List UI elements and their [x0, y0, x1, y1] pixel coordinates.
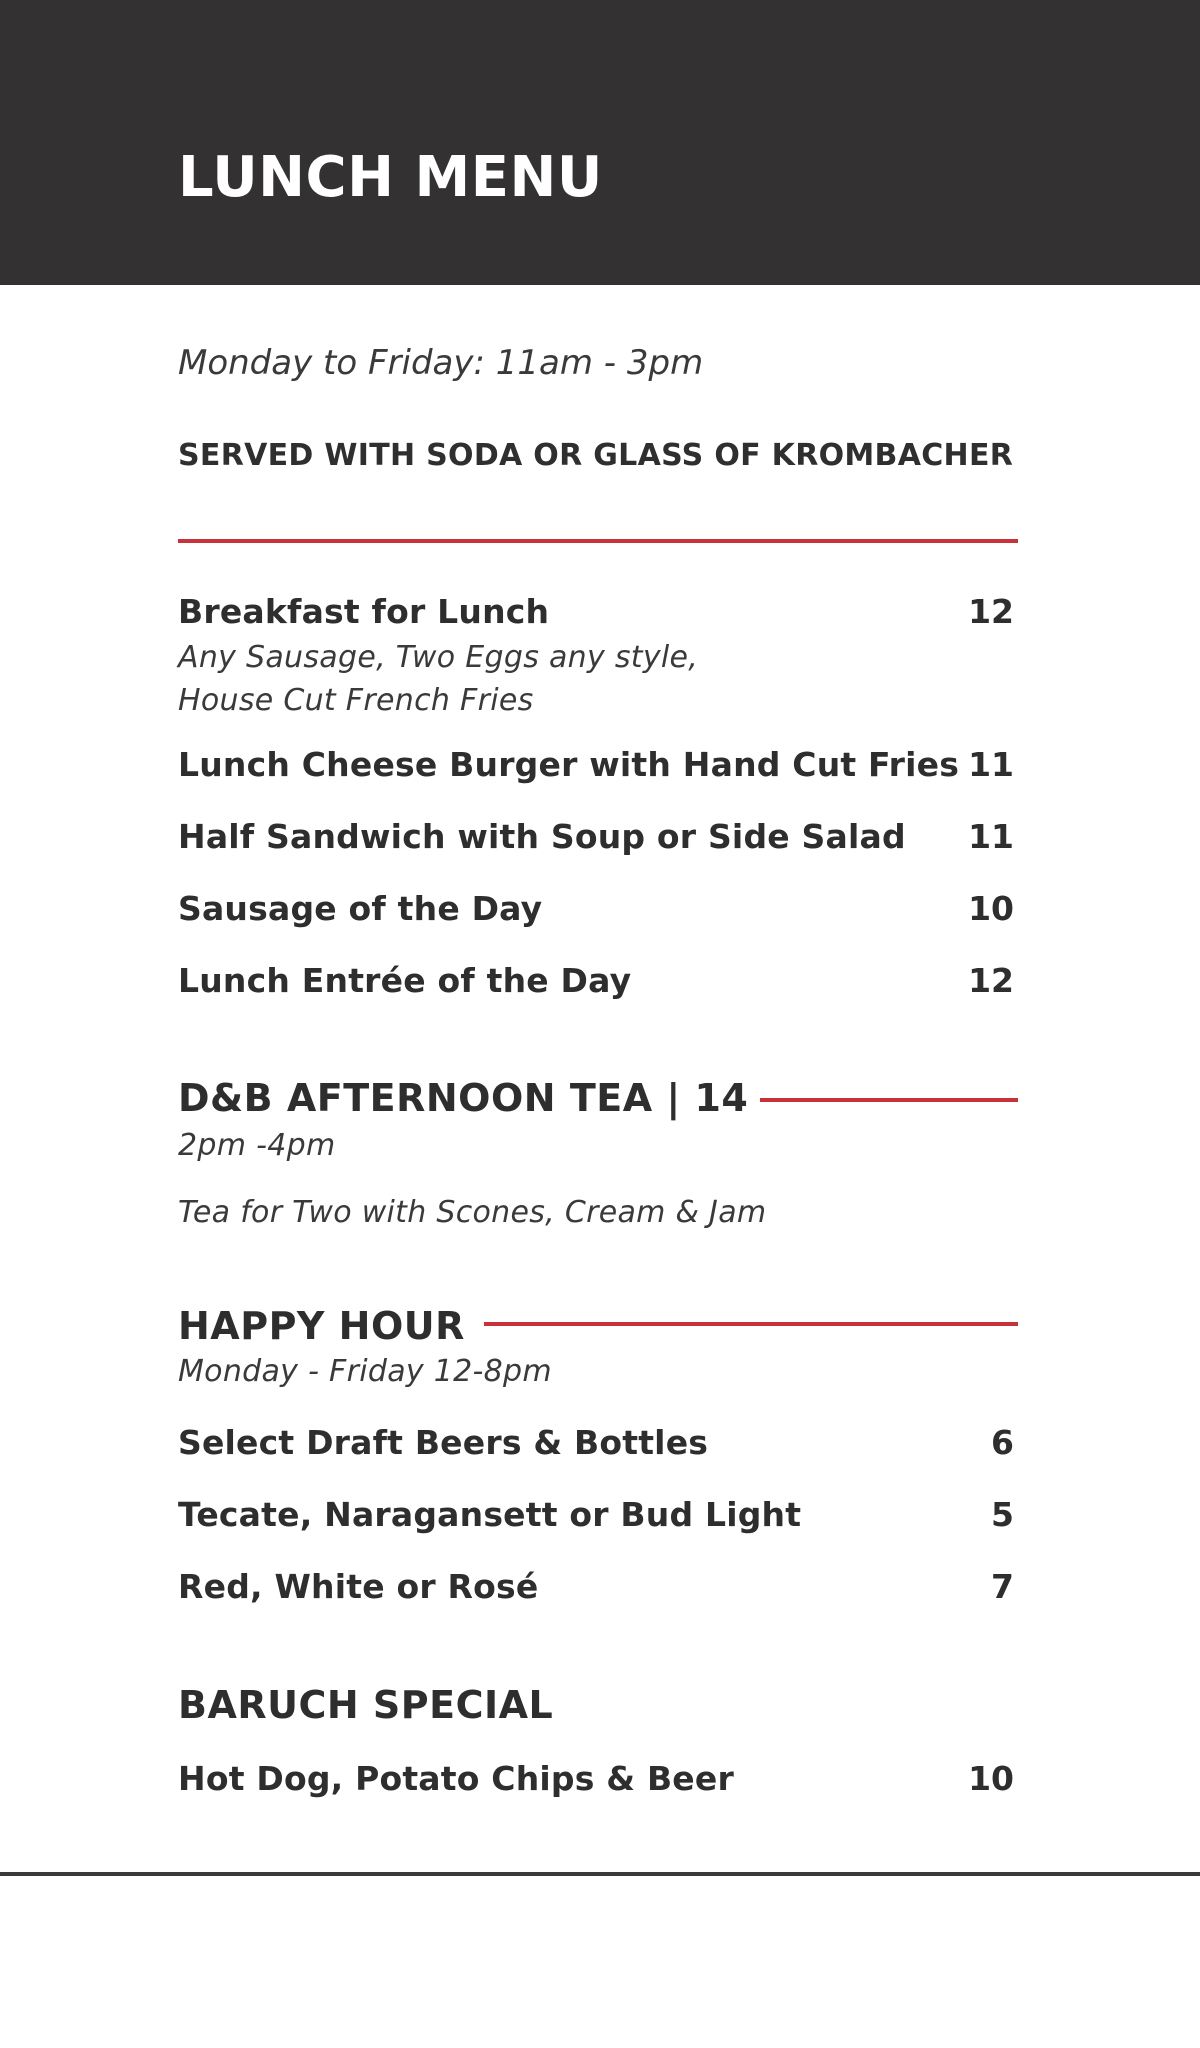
menu-item-price: 10 [968, 889, 1014, 928]
lunch-divider [178, 539, 1018, 543]
served-with-note: SERVED WITH SODA OR GLASS OF KROMBACHER [178, 438, 1014, 473]
menu-item-price: 10 [968, 1759, 1014, 1798]
menu-item-price: 7 [991, 1567, 1014, 1606]
menu-item-name: Tecate, Naragansett or Bud Light [178, 1495, 802, 1534]
baruch-special-title: BARUCH SPECIAL [178, 1683, 554, 1727]
menu-item-price: 6 [991, 1423, 1014, 1462]
lunch-hours: Monday to Friday: 11am - 3pm [178, 343, 704, 383]
afternoon-tea-title: D&B AFTERNOON TEA | 14 [178, 1076, 749, 1120]
header-banner [0, 0, 1200, 285]
menu-item-name: Breakfast for Lunch [178, 592, 550, 631]
menu-item-price: 11 [968, 745, 1014, 784]
footer-divider [0, 1872, 1200, 1876]
afternoon-tea-divider [760, 1098, 1018, 1102]
menu-item-name: Select Draft Beers & Bottles [178, 1423, 709, 1462]
menu-item-name: Hot Dog, Potato Chips & Beer [178, 1759, 734, 1798]
happy-hour-title: HAPPY HOUR [178, 1304, 465, 1348]
menu-item-description: Any Sausage, Two Eggs any style, [178, 640, 699, 675]
menu-item-name: Lunch Cheese Burger with Hand Cut Fries [178, 745, 960, 784]
menu-item-name: Half Sandwich with Soup or Side Salad [178, 817, 906, 856]
menu-item-price: 12 [968, 961, 1014, 1000]
menu-item-price: 12 [968, 592, 1014, 631]
afternoon-tea-description: Tea for Two with Scones, Cream & Jam [178, 1195, 767, 1230]
menu-item-name: Red, White or Rosé [178, 1567, 539, 1606]
menu-item-price: 5 [991, 1495, 1014, 1534]
menu-item-name: Sausage of the Day [178, 889, 543, 928]
happy-hour-hours: Monday - Friday 12-8pm [178, 1354, 552, 1389]
menu-item-name: Lunch Entrée of the Day [178, 961, 632, 1000]
afternoon-tea-hours: 2pm -4pm [178, 1128, 336, 1163]
page-title: LUNCH MENU [178, 145, 603, 210]
menu-item-price: 11 [968, 817, 1014, 856]
happy-hour-divider [484, 1322, 1018, 1326]
menu-item-description: House Cut French Fries [178, 683, 534, 718]
